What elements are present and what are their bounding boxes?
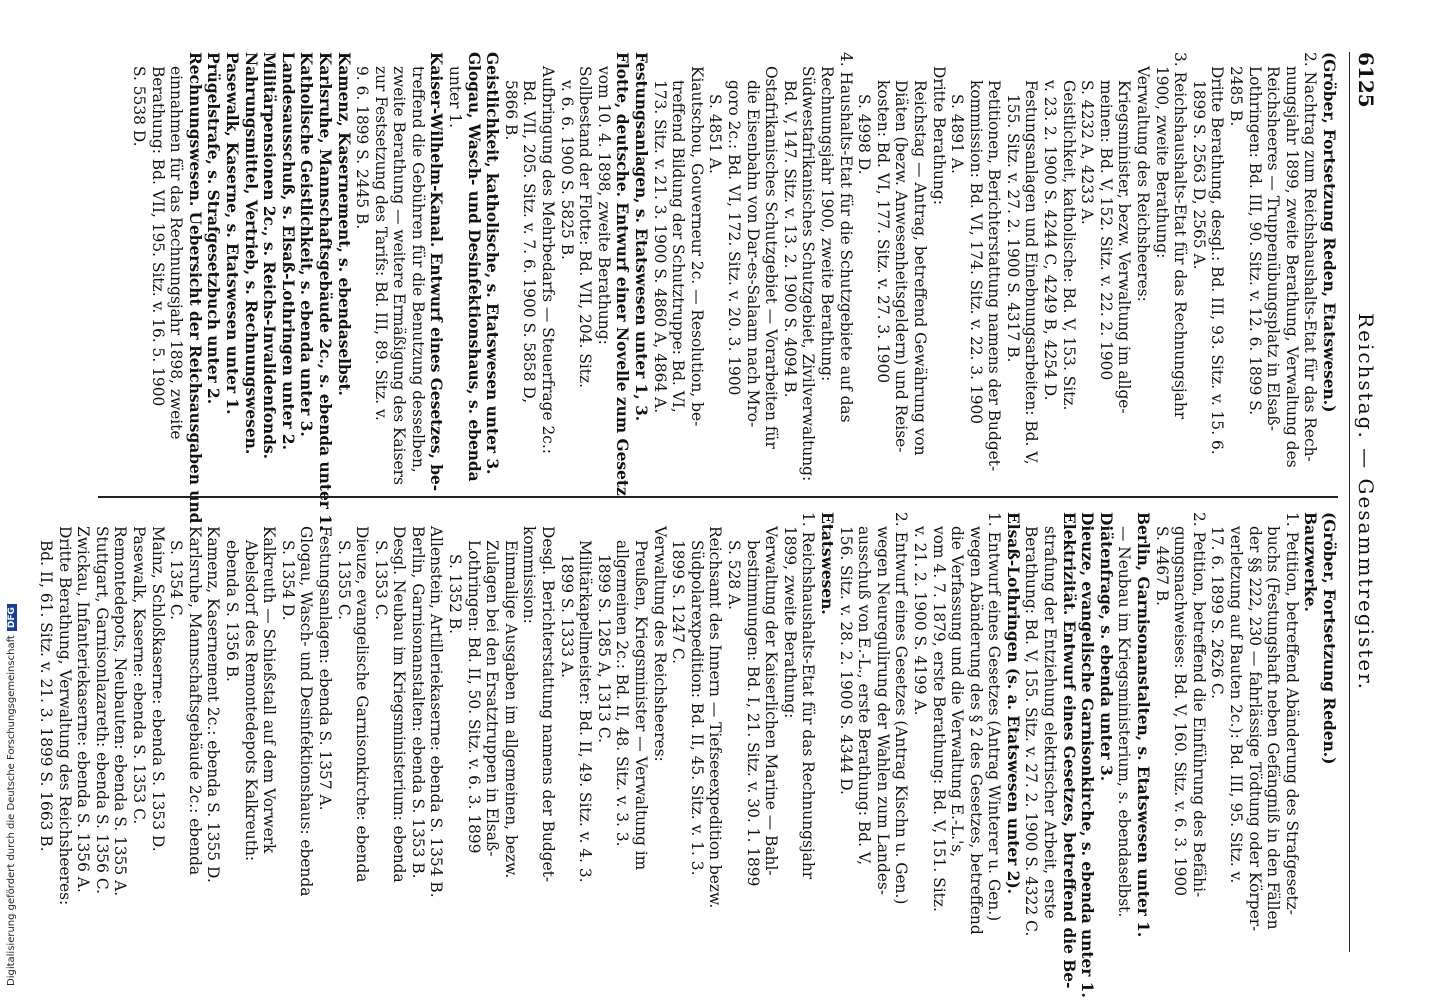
index-line: Einmalige Ausgaben im allgemeinen, bezw. xyxy=(501,540,520,879)
index-line: Pasewalk, Kaserne, s. Etatswesen unter 1. xyxy=(222,52,241,415)
index-line: Geistlichkeit, katholische, s. Etatswesen unter 3. xyxy=(483,52,502,475)
index-line: Karlsruhe, Mannschaftsgebäude 2c., s. ebenda unter 1. xyxy=(315,52,334,531)
index-line: Verwaltung der Kaiserlichen Marine — Bahl- xyxy=(762,526,781,876)
index-line: Dritte Berathung, desgl.: Bd. III, 93. Sitz. v. 15. 6. xyxy=(1208,66,1227,455)
index-line: 3. Reichshaushalts-Etat für das Rechnungsjahr xyxy=(1171,52,1190,420)
index-line: Verwaltung des Reichsheeres: xyxy=(650,526,669,762)
index-line: Berlin, Garnisonanstalten: ebenda S. 1353 B. xyxy=(408,526,427,879)
index-line: Kamenz, Kasernement, s. ebendaselbst. xyxy=(334,52,353,396)
index-line: Petitionen, Berichterstattung namens der Budget- xyxy=(985,80,1004,472)
index-line: Festungsanlagen und Einebnungsarbeiten: Bd. V, xyxy=(1022,80,1041,465)
index-line: Landesausschuß, s. Elsaß-Lothringen unter 2. xyxy=(278,52,297,450)
index-line: Karlsruhe, Mannschaftsgebäude 2c.: ebenda xyxy=(185,526,204,876)
index-line: 2. Nachtrag zum Reichshaushalts-Etat für das Rech- xyxy=(1301,52,1320,462)
index-line: Nahrungsmittel, Vertrieb, s. Rechnungswesen. xyxy=(241,52,260,455)
index-line: Reichstag — Antrag, betreffend Gewährung von xyxy=(910,80,929,456)
index-line: 1899 S. 1285 A, 1313 C. xyxy=(594,554,613,743)
index-line: Militärpensionen 2c., s. Reichs-Invalidenfonds. xyxy=(260,52,279,459)
index-line: Berathung: Bd. V, 155. Sitz. v. 27. 2. 1900 S. 4322 C. xyxy=(1022,526,1041,937)
index-line: kommission: Bd. VI, 174. Sitz. v. 22. 3. 1900 xyxy=(966,80,985,425)
index-line: kommission: xyxy=(520,526,539,624)
index-line: unter 1. xyxy=(446,66,465,129)
index-line: Remontedepots, Neubauten: ebenda S. 1355 A. xyxy=(111,526,130,897)
right-column xyxy=(37,512,1338,998)
index-line: 1. Reichshaushalts-Etat für das Rechnungsjahr xyxy=(799,512,818,880)
index-line: Bd. VII, 205. Sitz. v. 7. 6. 1900 S. 5858 D, xyxy=(520,80,539,404)
index-line: Militärkapellmeister: Bd. II, 49. Sitz. v. 4. 3. xyxy=(576,540,595,883)
index-line: Reichsheeres — Truppenübungsplatz in Elsaß- xyxy=(1264,66,1283,431)
index-line: 1899, zweite Berathung: xyxy=(780,526,799,719)
index-line: 9. 6. 1899 S. 2445 B. xyxy=(353,66,372,230)
index-line: Kaiser-Wilhelm-Kanal. Entwurf eines Gesetzes, be- xyxy=(427,52,446,492)
index-line: v. 21. 2. 1900 S. 4199 A. xyxy=(910,526,929,716)
index-line: wegen Abänderung des § 2 des Gesetzes, betreffend xyxy=(966,526,985,935)
index-line: S. 1352 B. xyxy=(446,554,465,635)
index-line: kosten: Bd. VI, 177. Sitz. v. 27. 3. 1900 xyxy=(873,80,892,384)
index-line: Dritte Berathung: xyxy=(929,66,948,205)
index-line: S. 1354 C. xyxy=(167,540,186,620)
index-line: 1. Petition, betreffend Abänderung des Strafgesetz- xyxy=(1282,512,1301,915)
index-line: Katholische Geistlichkeit, s. ebenda unter 3. xyxy=(297,52,316,437)
index-line: einnahmen für das Rechnungsjahr 1898, zweite xyxy=(167,66,186,440)
index-line: buchs (Festungshaft neben Gefängniß in den Fällen xyxy=(1264,526,1283,930)
index-line: meinen: Bd. V, 152. Sitz. v. 22. 2. 1900 xyxy=(1096,80,1115,381)
index-line: der §§ 222, 230 — fahrlässige Tödtung oder Körper- xyxy=(1245,526,1264,932)
index-line: Dieuze, evangelische Garnisonkirche, s. ebenda unter 1. xyxy=(1078,512,1097,998)
index-line: ebenda S. 1356 B. xyxy=(222,540,241,682)
index-line: vom 10. 4. 1898, zweite Berathung: xyxy=(594,66,613,345)
index-line: S. 4467 B. xyxy=(1152,526,1171,607)
dfg-logo: DFG xyxy=(7,604,17,631)
index-line: Aufbringung des Mehrbedarfs — Steuerfrage 2c.: xyxy=(539,66,558,454)
index-line: 5866 B. xyxy=(501,80,520,141)
index-line: Diätenfrage, s. ebenda unter 3. xyxy=(1096,512,1115,782)
index-line: Rechnungsjahr 1900, zweite Berathung: xyxy=(817,66,836,382)
index-line: Bd. V, 147. Sitz. v. 13. 2. 1900 S. 4094 B. xyxy=(780,80,799,398)
index-line: Flotte, deutsche. Entwurf einer Novelle zum Gesetz xyxy=(613,52,632,496)
index-line: Rechnungswesen. Uebersicht der Reichsausgaben und xyxy=(185,52,204,524)
index-line: gungsnachweises: Bd. V, 160. Sitz. v. 6. 3. 1900 xyxy=(1171,526,1190,897)
digitization-credit xyxy=(6,0,18,986)
index-line: Zulagen bei den Ersatztruppen in Elsaß- xyxy=(483,540,502,857)
index-line: Desgl. Neubau im Kriegsministerium: ebenda xyxy=(390,526,409,883)
index-line: Südwestafrikanisches Schutzgebiet, Zivilverwaltung: xyxy=(799,66,818,482)
index-line: Bauzwerke. xyxy=(1301,512,1320,612)
index-line: 2. Entwurf eines Gesetzes (Antrag Kischn u. Gen.) xyxy=(892,512,911,905)
index-line: S. 1354 D. xyxy=(278,540,297,621)
index-line: die Eisenbahn von Dar-es-Salaam nach Mro- xyxy=(743,80,762,428)
index-line: nungsjahr 1899, zweite Berathung, Verwaltung des xyxy=(1282,66,1301,468)
page-number: 6125 xyxy=(1354,52,1378,108)
index-line: Dritte Berathung, Verwaltung des Reichsheeres: xyxy=(55,526,74,906)
index-line: Festungsanlagen, s. Etatswesen unter 1, 3. xyxy=(632,52,651,422)
index-line: Desgl. Berichterstattung namens der Budget- xyxy=(539,526,558,883)
index-line: 2. Petition, betreffend die Einführung des Befähi- xyxy=(1189,512,1208,898)
index-line: 17. 6. 1899 S. 2626 C. xyxy=(1208,526,1227,699)
index-line: Berlin, Garnisonanstalten, s. Etatswesen unter 1. xyxy=(1134,512,1153,938)
index-line: Pasewalk, Kaserne: ebenda S. 1353 C. xyxy=(130,526,148,825)
index-line: 1899 S. 2563 D, 2565 A. xyxy=(1189,80,1208,270)
index-line: S. 4851 A. xyxy=(706,94,725,174)
index-line: v. 23. 2. 1900 S. 4244 C, 4249 B, 4254 D. xyxy=(1041,80,1060,401)
index-line: S. 4891 A. xyxy=(948,94,967,174)
index-line: Festungsanlagen: ebenda S. 1357 A. xyxy=(315,526,334,811)
index-line: bestimmungen: Bd. I, 21. Sitz. v. 30. 1. 1899 xyxy=(743,540,762,887)
index-line: Glogau, Wasch- und Desinfektionshaus, s. ebenda xyxy=(464,52,483,482)
index-line: — Neubau im Kriegsministerium, s. ebendaselbst. xyxy=(1115,526,1134,918)
index-line: S. 5538 D. xyxy=(130,66,148,147)
index-line: verletzung auf Bauten 2c.): Bd. III, 95. Sitz. v. xyxy=(1227,526,1246,884)
index-line: goro 2c.: Bd. VI, 172. Sitz. v. 20. 3. 1900 xyxy=(725,80,743,396)
index-line: Prügelstrafe, s. Strafgesetzbuch unter 2. xyxy=(204,52,223,405)
index-line: 156. Sitz. v. 28. 2. 1900 S. 4344 D. xyxy=(836,526,855,795)
index-line: Berathung: Bd. VII, 195. Sitz. v. 16. 5. 1900 xyxy=(148,66,167,407)
index-line: Mainz, Schloßkaserne: ebenda S. 1353 D. xyxy=(148,526,167,852)
column-divider xyxy=(98,496,1338,498)
index-line: Zwickau, Infanteriekaserne: ebenda S. 1356 A. xyxy=(74,526,93,893)
index-line: 2485 B. xyxy=(1227,66,1246,127)
index-line: Reichsamt des Innern — Tiefseeexpedition bezw. xyxy=(706,526,725,909)
index-line: S. 4232 A, 4233 A. xyxy=(1078,80,1097,225)
index-line: Kamenz, Kasernement 2c.: ebenda S. 1355 D. xyxy=(204,526,223,883)
index-line: 1899 S. 1333 A. xyxy=(557,554,576,678)
index-line: Abelsdorf des Remontedepots Kalkreuth: xyxy=(241,540,260,862)
index-line: (Gröber, Fortsetzung Reden.) xyxy=(1320,512,1338,765)
credit-text: Digitalisierung gefördert durch die Deutsche Forschungsgemeinschaft xyxy=(6,635,17,986)
index-line: S. 528 A. xyxy=(725,540,743,611)
index-line: Elektrizität. Entwurf eines Gesetzes, betreffend die Be- xyxy=(1059,512,1078,989)
index-line: 173. Sitz. v. 21. 3. 1900 S. 4860 A, 4864 A. xyxy=(650,80,669,414)
index-line: die Verfassung und die Verwaltung E.-L.'s, xyxy=(948,526,967,858)
index-line: Verwaltung des Reichsheeres: xyxy=(1134,66,1153,302)
index-line: Glogau, Wasch- und Desinfektionshaus: ebenda xyxy=(297,526,316,897)
page-header xyxy=(1349,52,1386,952)
index-line: wegen Neuregulirung der Wahlen zum Landes- xyxy=(873,526,892,896)
index-line: Etatswesen. xyxy=(817,512,836,615)
left-column xyxy=(98,52,1338,531)
index-line: S. 4998 D. xyxy=(855,94,874,175)
index-line: Ostafrikanisches Schutzgebiet — Vorarbeiten für xyxy=(762,66,781,449)
index-line: 4. Haushalts-Etat für die Schutzgebiete auf das xyxy=(836,52,855,423)
index-line: Diäten (bezw. Anwesenheitsgeldern) und Reise- xyxy=(892,80,911,453)
index-line: Bd. II, 61. Sitz. v. 21. 3. 1899 S. 1663 B. xyxy=(37,540,56,852)
index-line: S. 1353 C. xyxy=(371,540,390,620)
index-line: 1. Entwurf eines Gesetzes (Antrag Winterer u. Gen.) xyxy=(985,512,1004,922)
index-line: Elsaß-Lothringen (s. a. Etatswesen unter 2). xyxy=(1003,512,1022,895)
index-line: 1899 S. 1247 C. xyxy=(669,540,688,665)
index-line: zur Festsetzung des Tarifs: Bd. III, 89. Sitz. v. xyxy=(371,66,390,421)
index-line: ausschuß von E.-L., erste Berathung: Bd. V, xyxy=(855,526,874,866)
index-line: Lothringen: Bd. II, 50. Sitz. v. 6. 3. 1899 xyxy=(464,540,483,854)
index-line: zweite Berathung — weitere Ermäßigung des Kaisers xyxy=(390,66,409,485)
index-line: vom 4. 7. 1879, erste Berathung: Bd. V, 151. Sitz. xyxy=(929,526,948,912)
page-title: Reichstag. — Gesammtregister. xyxy=(1354,313,1378,691)
index-line: Preußen, Kriegsminister — Verwaltung im xyxy=(632,540,651,871)
index-line: S. 1355 C. xyxy=(334,540,353,620)
index-line: allgemeinen 2c.: Bd. II, 48. Sitz. v. 3. 3. xyxy=(613,540,632,847)
index-line: Geistlichkeit, katholische: Bd. V, 153. Sitz. xyxy=(1059,80,1078,411)
index-line: Kiautschou, Gouverneur 2c. — Resolution, be- xyxy=(687,66,706,427)
index-line: Stuttgart, Garnisonlazareth: ebenda S. 1356 C. xyxy=(92,526,111,894)
index-line: Dieuze, evangelische Garnisonkirche: ebenda xyxy=(353,526,372,883)
index-line: Allenstein, Artilleriekaserne: ebenda S. 1354 B. xyxy=(427,526,446,898)
index-line: treffend Bildung der Schutztruppe: Bd. VI, xyxy=(669,80,688,413)
index-line: Südpolarexpedition: Bd. II, 45. Sitz. v. 1. 3. xyxy=(687,540,706,876)
index-line: v. 6. 6. 1900 S. 5825 B. xyxy=(557,80,576,260)
index-line: strafung der Entziehung elektrischer Arbeit, erste xyxy=(1041,526,1060,919)
index-line: (Gröber, Fortsetzung Reden, Etatswesen.) xyxy=(1320,52,1338,413)
index-line: 155. Sitz. v. 27. 2. 1900 S. 4317 B. xyxy=(1003,94,1022,363)
index-line: Lothringen: Bd. III, 90. Sitz. v. 12. 6. 1899 S. xyxy=(1245,66,1264,416)
index-line: Kriegsminister, bezw. Verwaltung im allge- xyxy=(1115,80,1134,414)
index-line: 1900, zweite Berathung: xyxy=(1152,66,1171,259)
index-line: Sollbestand der Flotte: Bd. VII, 204. Sitz. xyxy=(576,66,595,388)
index-line: Kalkreuth — Schießstall auf dem Vorwerk xyxy=(260,526,279,854)
index-line: treffend die Gebühren für die Benutzung desselben, xyxy=(408,66,427,473)
